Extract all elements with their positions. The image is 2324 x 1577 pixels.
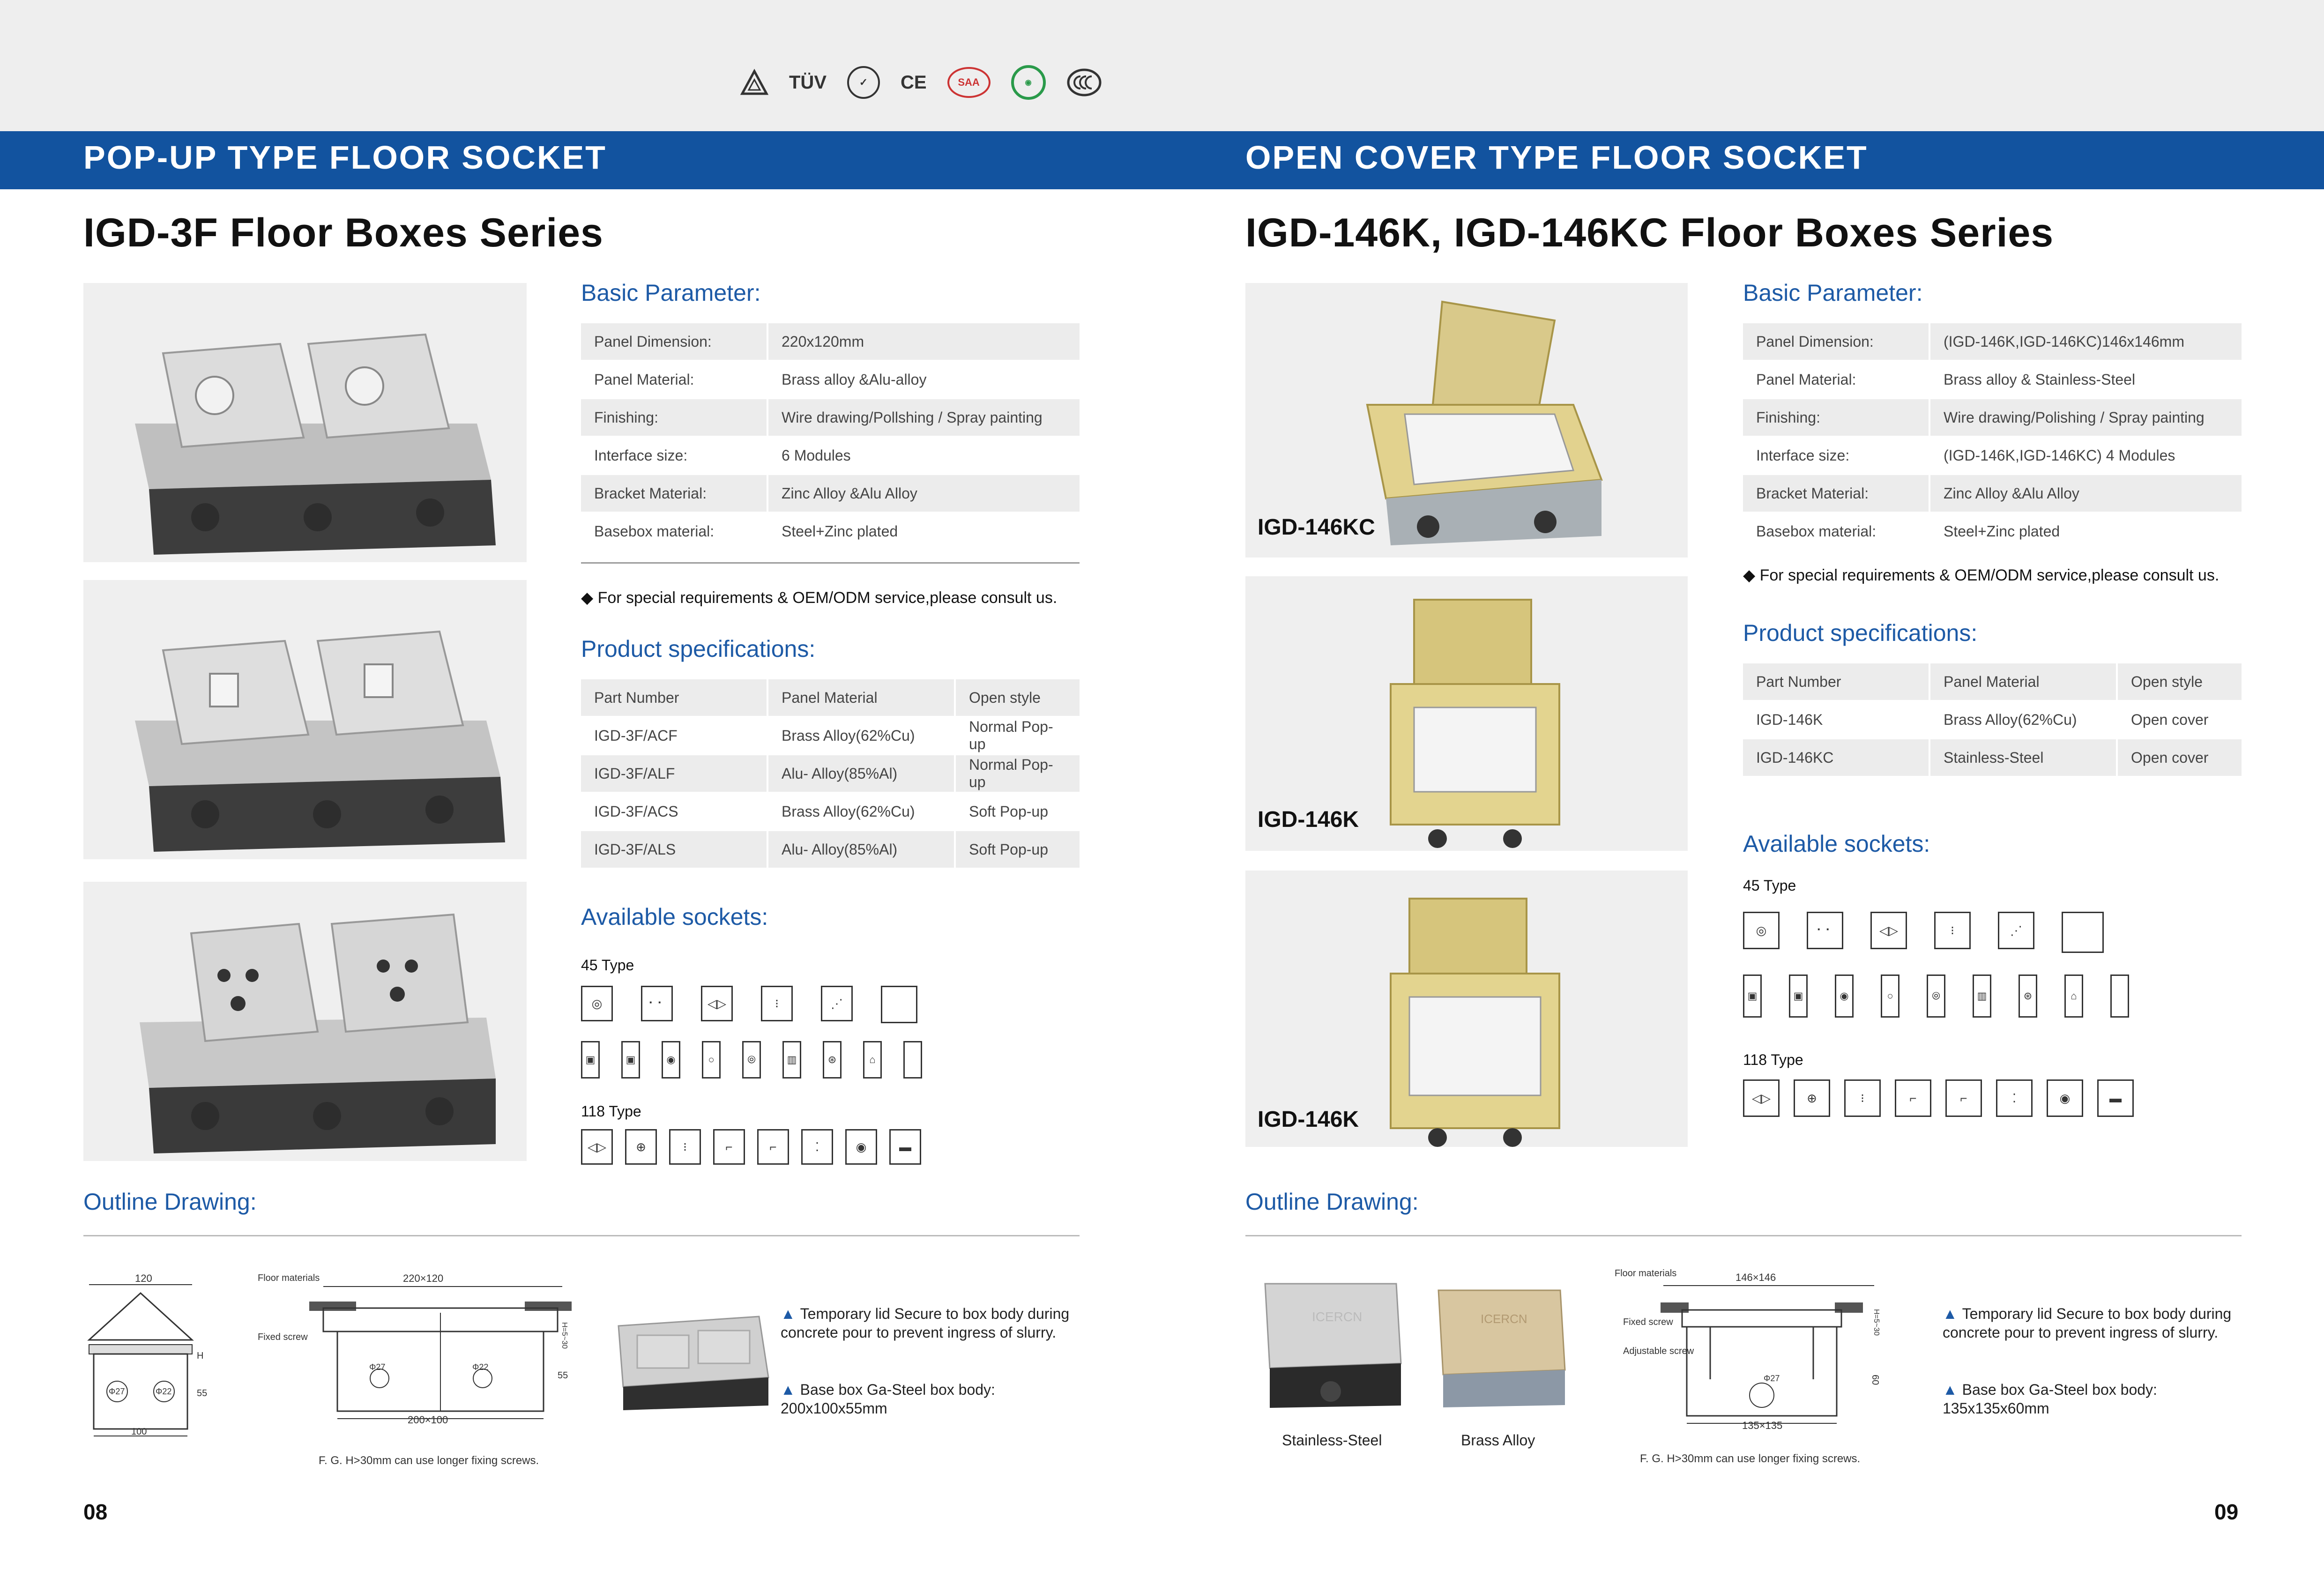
table-cell: Brass Alloy(62%Cu) [1929,701,2117,739]
hdmi-icon: ▥ [1973,974,1991,1018]
left-series-title: IGD-3F Floor Boxes Series [83,210,603,255]
outline-divider [1245,1235,2242,1236]
triangle-bullet-icon: ▲ [1943,1381,1958,1398]
uk-socket-icon: ⠂⠂ [1807,912,1843,949]
dim-120-label: 120 [135,1274,152,1284]
table-divider [581,562,1080,564]
product-photo-3f-schuko [83,283,527,562]
param-key: Finishing: [581,399,767,437]
bullet-text: Temporary lid Secure to box body during concrete pour to prevent ingress of slurry. [781,1305,1070,1341]
table-row [1743,399,2242,437]
left-118-type-sockets [581,1129,921,1165]
dim-220x120-label: 220×120 [403,1272,444,1284]
tuv-cert-logo: TÜV [789,72,827,93]
param-value: Wire drawing/Pollshing / Spray painting [767,399,1080,437]
param-key: Panel Dimension: [581,323,767,361]
height-55-label: 55 [558,1370,568,1381]
table-cell: Open cover [2117,739,2242,777]
table-row [581,399,1080,437]
product-photo-3f-uk [83,580,527,859]
diameter-27-label: Φ27 [109,1387,125,1396]
fixed-screw-label: Fixed screw [1623,1317,1673,1327]
table-cell: Brass Alloy(62%Cu) [767,717,955,755]
param-key: Basebox material: [1743,513,1929,550]
bullet-text: Base box Ga-Steel box body: 135x135x60mm [1943,1381,2157,1417]
round-socket-icon: ⊛ [2019,974,2037,1018]
universal-socket-icon: ⊕ [625,1129,657,1165]
diameter-27-label: Φ27 [369,1362,386,1372]
right-available-sockets-heading: Available sockets: [1743,831,1930,857]
diameter-22-label: Φ22 [472,1362,489,1372]
right-45-type-label: 45 Type [1743,877,1796,894]
table-row [581,475,1080,513]
param-key: Panel Material: [581,361,767,399]
bullet-text: Temporary lid Secure to box body during concrete pour to prevent ingress of slurry. [1943,1305,2232,1341]
table-row [581,717,1080,755]
adjustable-screw-label: Adjustable screw [1623,1346,1694,1356]
table-row [1743,701,2242,739]
certification-logos [740,66,1102,99]
rj45-icon: ▣ [1743,974,1762,1018]
dual-av-icon: ⦾ [742,1041,761,1079]
left-footnote: F. G. H>30mm can use longer fixing screws. [319,1454,539,1467]
param-value: Steel+Zinc plated [1929,513,2242,550]
column-header: Panel Material [1929,663,2117,701]
right-45-type-sockets-row1 [1743,912,2104,953]
param-key: Bracket Material: [1743,475,1929,513]
green-cert-icon: ◉ [1011,65,1046,100]
table-row [1743,437,2242,475]
right-basic-parameter-heading: Basic Parameter: [1743,280,1923,306]
table-cell: Normal Pop-up [955,755,1080,793]
caption-brass-alloy: Brass Alloy [1461,1432,1535,1449]
param-key: Interface size: [1743,437,1929,475]
rj11-icon: ▣ [621,1041,640,1079]
param-value: Brass alloy &Alu-alloy [767,361,1080,399]
photo-label-146k-first: IGD-146K [1258,807,1359,832]
blank-half-module-icon [2110,974,2129,1018]
floor-materials-label: Floor materials [1615,1268,1677,1279]
au-socket-icon: ⋰ [1998,912,2034,949]
right-bullet-base-box [1943,1380,2242,1418]
header-background [0,0,2324,131]
coax-icon: ○ [702,1041,721,1079]
tv-icon: ◉ [1835,974,1854,1018]
left-front-view-drawing [253,1271,581,1463]
left-45-type-label: 45 Type [581,957,634,974]
ce-cert-logo: CE [901,72,927,93]
right-outline-drawing-heading: Outline Drawing: [1245,1189,1419,1215]
table-row [581,755,1080,793]
outline-divider [83,1235,1080,1236]
param-value: Steel+Zinc plated [767,513,1080,550]
euro-socket-icon: ◁▷ [581,1129,613,1165]
table-header-row [581,679,1080,717]
round-socket-icon: ⊛ [823,1041,842,1079]
right-front-view-drawing [1612,1267,1902,1454]
data-icon: ⌐ [757,1129,789,1165]
param-key: Panel Material: [1743,361,1929,399]
table-cell: IGD-3F/ACS [581,793,767,831]
table-row [1743,475,2242,513]
ccc-cert-icon [1066,68,1102,97]
right-oem-note: ◆ For special requirements & OEM/ODM service,please consult us. [1743,566,2220,584]
table-row [581,361,1080,399]
blank-module-icon [2062,912,2104,953]
phone-icon: ⌐ [713,1129,745,1165]
schuko-socket-icon: ◎ [1743,912,1780,949]
universal-socket-icon: ⊕ [1794,1079,1830,1117]
left-118-type-label: 118 Type [581,1103,641,1120]
right-series-title: IGD-146K, IGD-146KC Floor Boxes Series [1245,210,2054,255]
table-cell: IGD-3F/ALS [581,831,767,869]
height-range-label: H=5~30 [1872,1309,1880,1336]
euro-socket-icon: ◁▷ [1743,1079,1780,1117]
usb-icon: ⌂ [2064,974,2083,1018]
au-socket-icon: ⋰ [821,986,853,1021]
param-value: (IGD-146K,IGD-146KC) 4 Modules [1929,437,2242,475]
left-45-type-sockets-row1 [581,986,917,1023]
column-header: Open style [2117,663,2242,701]
table-cell: Soft Pop-up [955,831,1080,869]
uk-socket-icon: ⠂⠂ [641,986,673,1021]
dual-av-icon: ⦾ [1927,974,1945,1018]
table-header-row [1743,663,2242,701]
param-value: Wire drawing/Polishing / Spray painting [1929,399,2242,437]
table-row [1743,323,2242,361]
right-product-spec-table [1743,663,2242,777]
left-basic-parameter-table [581,323,1080,551]
param-value: 220x120mm [767,323,1080,361]
left-bullet-base-box [781,1380,1080,1418]
saa-cert-logo: SAA [947,67,991,98]
right-footnote: F. G. H>30mm can use longer fixing screws. [1640,1452,1861,1465]
dual-coax-icon: ⁚ [1996,1079,2033,1117]
column-header: Part Number [581,679,767,717]
triangle-cert-icon [740,68,768,97]
rj11-icon: ▣ [1789,974,1808,1018]
left-oem-note: ◆ For special requirements & OEM/ODM service,please consult us. [581,589,1058,607]
left-page-number: 08 [83,1500,108,1524]
right-basic-parameter-table [1743,323,2242,551]
column-header: Part Number [1743,663,1929,701]
table-cell: Alu- Alloy(85%Al) [767,755,955,793]
right-page-number: 09 [2214,1500,2239,1524]
blank-module-icon [881,986,917,1023]
table-cell: Soft Pop-up [955,793,1080,831]
right-45-type-sockets-row2 [1743,974,2129,1018]
table-row [581,793,1080,831]
dim-146x146-label: 146×146 [1736,1272,1776,1283]
param-key: Finishing: [1743,399,1929,437]
right-118-type-label: 118 Type [1743,1051,1803,1068]
coax-icon: ○ [1881,974,1899,1018]
brass-alloy-box-photo [1434,1286,1570,1407]
right-bullet-temporary-lid [1943,1304,2242,1342]
stainless-steel-box-photo [1260,1279,1406,1410]
table-cell: Stainless-Steel [1929,739,2117,777]
cover-brand-label: ICERCN [1312,1309,1363,1324]
table-cell: IGD-3F/ACF [581,717,767,755]
schuko-socket-icon: ◎ [581,986,613,1021]
rj45-icon: ▣ [581,1041,600,1079]
caption-stainless-steel: Stainless-Steel [1282,1432,1382,1449]
table-row [1743,739,2242,777]
dim-100-label: 100 [131,1427,147,1437]
left-product-spec-table [581,679,1080,869]
param-key: Basebox material: [581,513,767,550]
left-side-view-drawing [80,1274,211,1443]
phone-icon: ⌐ [1895,1079,1931,1117]
fixed-screw-label: Fixed screw [258,1332,308,1342]
product-photo-146k-b [1245,870,1688,1147]
table-cell: IGD-146KC [1743,739,1929,777]
table-cell: Normal Pop-up [955,717,1080,755]
column-header: Open style [955,679,1080,717]
product-photo-3f-round-pin [83,882,527,1161]
euro-socket-icon: ◁▷ [1870,912,1907,949]
triangle-bullet-icon: ▲ [781,1381,796,1398]
param-value: (IGD-146K,IGD-146KC)146x146mm [1929,323,2242,361]
table-cell: Open cover [2117,701,2242,739]
param-key: Panel Dimension: [1743,323,1929,361]
euro-socket-icon: ◁▷ [701,986,733,1021]
vga-icon: ▬ [889,1129,921,1165]
height-range-label: H=5~30 [560,1322,568,1349]
left-box-photo [609,1312,773,1410]
multi-socket-icon: ⁝ [1844,1079,1881,1117]
diameter-22-label: Φ22 [156,1387,172,1396]
left-45-type-sockets-row2 [581,1041,922,1079]
left-available-sockets-heading: Available sockets: [581,904,768,930]
left-product-spec-heading: Product specifications: [581,636,816,662]
param-value: Zinc Alloy &Alu Alloy [767,475,1080,513]
left-bullet-temporary-lid [781,1304,1080,1342]
param-value: Brass alloy & Stainless-Steel [1929,361,2242,399]
triangle-bullet-icon: ▲ [1943,1305,1958,1322]
right-section-title: OPEN COVER TYPE FLOOR SOCKET [1245,139,1868,176]
dual-coax-icon: ⁚ [801,1129,833,1165]
cover-brand-label: ICERCN [1481,1312,1527,1326]
left-section-title: POP-UP TYPE FLOOR SOCKET [83,139,607,176]
data-icon: ⌐ [1945,1079,1982,1117]
param-value: 6 Modules [767,437,1080,475]
tv-icon: ◉ [662,1041,680,1079]
table-cell: Brass Alloy(62%Cu) [767,793,955,831]
right-product-spec-heading: Product specifications: [1743,620,1978,646]
tv-icon: ◉ [2047,1079,2083,1117]
param-value: Zinc Alloy &Alu Alloy [1929,475,2242,513]
height-55-label: 55 [197,1388,208,1398]
height-60-label: 60 [1870,1375,1880,1385]
table-cell: IGD-146K [1743,701,1929,739]
column-header: Panel Material [767,679,955,717]
table-row [581,323,1080,361]
tv-icon: ◉ [845,1129,877,1165]
photo-label-146kc: IGD-146KC [1258,515,1375,540]
multi-socket-icon: ⁝ [1934,912,1971,949]
table-row [1743,361,2242,399]
table-row [581,831,1080,869]
laurel-cert-icon: ✓ [847,66,880,99]
usb-icon: ⌂ [863,1041,882,1079]
hdmi-icon: ▥ [782,1041,801,1079]
right-118-type-sockets [1743,1079,2134,1117]
left-basic-parameter-heading: Basic Parameter: [581,280,761,306]
triangle-bullet-icon: ▲ [781,1305,796,1322]
dim-200x100-label: 200×100 [408,1414,448,1426]
multi-socket-icon: ⁝ [761,986,793,1021]
bullet-text: Base box Ga-Steel box body: 200x100x55mm [781,1381,995,1417]
table-row [581,437,1080,475]
left-outline-drawing-heading: Outline Drawing: [83,1189,257,1215]
param-key: Bracket Material: [581,475,767,513]
blank-half-module-icon [903,1041,922,1079]
photo-label-146k-second: IGD-146K [1258,1107,1359,1132]
floor-materials-label: Floor materials [258,1273,320,1283]
table-cell: IGD-3F/ALF [581,755,767,793]
table-row [581,513,1080,550]
table-cell: Alu- Alloy(85%Al) [767,831,955,869]
dim-135x135-label: 135×135 [1742,1420,1783,1431]
diameter-27-label: Φ27 [1764,1374,1780,1383]
height-h-label: H [197,1351,204,1361]
table-row [1743,513,2242,550]
multi-socket-icon: ⁝ [669,1129,701,1165]
vga-icon: ▬ [2097,1079,2134,1117]
param-key: Interface size: [581,437,767,475]
